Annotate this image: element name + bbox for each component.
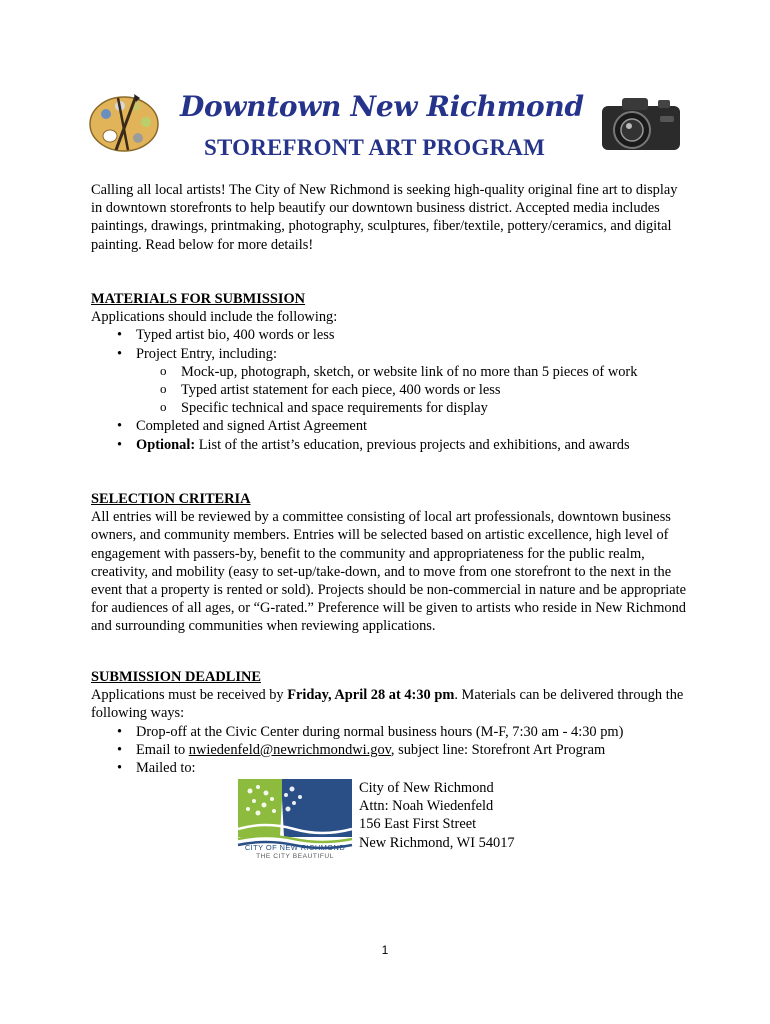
address-line: 156 East First Street xyxy=(359,816,477,833)
mailing-address xyxy=(359,779,515,852)
address-line: New Richmond, WI 54017 xyxy=(359,834,515,851)
sub-list-item: o Specific technical and space requirements for display xyxy=(136,399,691,417)
deadline-lead xyxy=(91,686,691,722)
criteria-section xyxy=(91,490,691,636)
email-post: , subject line: Storefront Art Program xyxy=(390,741,606,758)
optional-text: List of the artist’s education, previous projects and exhibitions, and awards xyxy=(195,436,630,453)
materials-lead: Applications should include the following: xyxy=(91,309,338,326)
logo-tagline: THE CITY BEAUTIFUL xyxy=(256,853,334,860)
list-item xyxy=(91,436,691,454)
address-line: City of New Richmond xyxy=(359,780,494,796)
project-entry-label: Project Entry, including: xyxy=(136,345,277,362)
delivery-methods-list xyxy=(91,723,691,778)
logo-city-name: CITY OF NEW RICHMOND xyxy=(244,843,346,852)
intro-paragraph xyxy=(91,181,691,254)
criteria-body: All entries will be reviewed by a committee consisting of local art professionals, downtown business owners, and community members. Entries will be selected based on artistic excellence, high level of engagement with passers-by, benefit to the community and appropriateness for the public realm, creativity, and mobility (easy to set-up/take-down, and to move from one storefront to the next in the event that a property is rented or sold). Projects should be non-commercial in nature and be appropriate for audiences of all ages, or “G-rated.” Preference will be given to artists who reside in New Richmond and surrounding communities when reviewing applications. xyxy=(91,509,687,635)
page-number: 1 xyxy=(381,943,389,957)
document-title: Downtown New Richmond xyxy=(180,90,584,123)
email-pre: Email to xyxy=(136,741,189,758)
camera-icon xyxy=(598,92,684,154)
list-item: • Drop-off at the Civic Center during normal business hours (M-F, 7:30 am - 4:30 pm) xyxy=(91,723,691,741)
materials-section xyxy=(91,290,691,454)
list-item xyxy=(91,741,691,759)
list-item: • Mailed to: xyxy=(91,759,691,777)
materials-list xyxy=(91,326,691,453)
email-link[interactable]: nwiedenfeld@newrichmondwi.gov xyxy=(188,741,391,758)
deadline-date: Friday, April 28 at 4:30 pm xyxy=(287,687,455,704)
address-line: Attn: Noah Wiedenfeld xyxy=(359,798,494,815)
list-item: • Completed and signed Artist Agreement xyxy=(91,417,691,435)
materials-heading: MATERIALS FOR SUBMISSION xyxy=(91,291,306,307)
deadline-section xyxy=(91,668,691,777)
intro-text: Calling all local artists! The City of New Richmond is seeking high-quality original fine art to display in downtown storefronts to help beautify our downtown business district. Accepted media includes paintings, drawings, printmaking, photography, sculptures, fiber/textile, pottery/ceramics, and digital painting. Read below for more details! xyxy=(91,182,678,253)
project-entry-sublist xyxy=(136,363,691,418)
sub-list-item: o Mock-up, photograph, sketch, or website link of no more than 5 pieces of work xyxy=(136,363,691,381)
document-subtitle: STOREFRONT ART PROGRAM xyxy=(204,135,545,160)
list-item xyxy=(91,345,691,418)
deadline-lead-pre: Applications must be received by xyxy=(91,687,288,704)
deadline-heading: SUBMISSION DEADLINE xyxy=(91,669,261,685)
criteria-heading: SELECTION CRITERIA xyxy=(91,491,251,507)
deadline-lead-post: . Materials can be delivered through the following ways: xyxy=(91,687,684,722)
list-item: • Typed artist bio, 400 words or less xyxy=(91,326,691,344)
optional-label: Optional: xyxy=(136,436,196,453)
paint-palette-icon xyxy=(88,92,162,154)
sub-list-item: o Typed artist statement for each piece, 400 words or less xyxy=(136,381,691,399)
